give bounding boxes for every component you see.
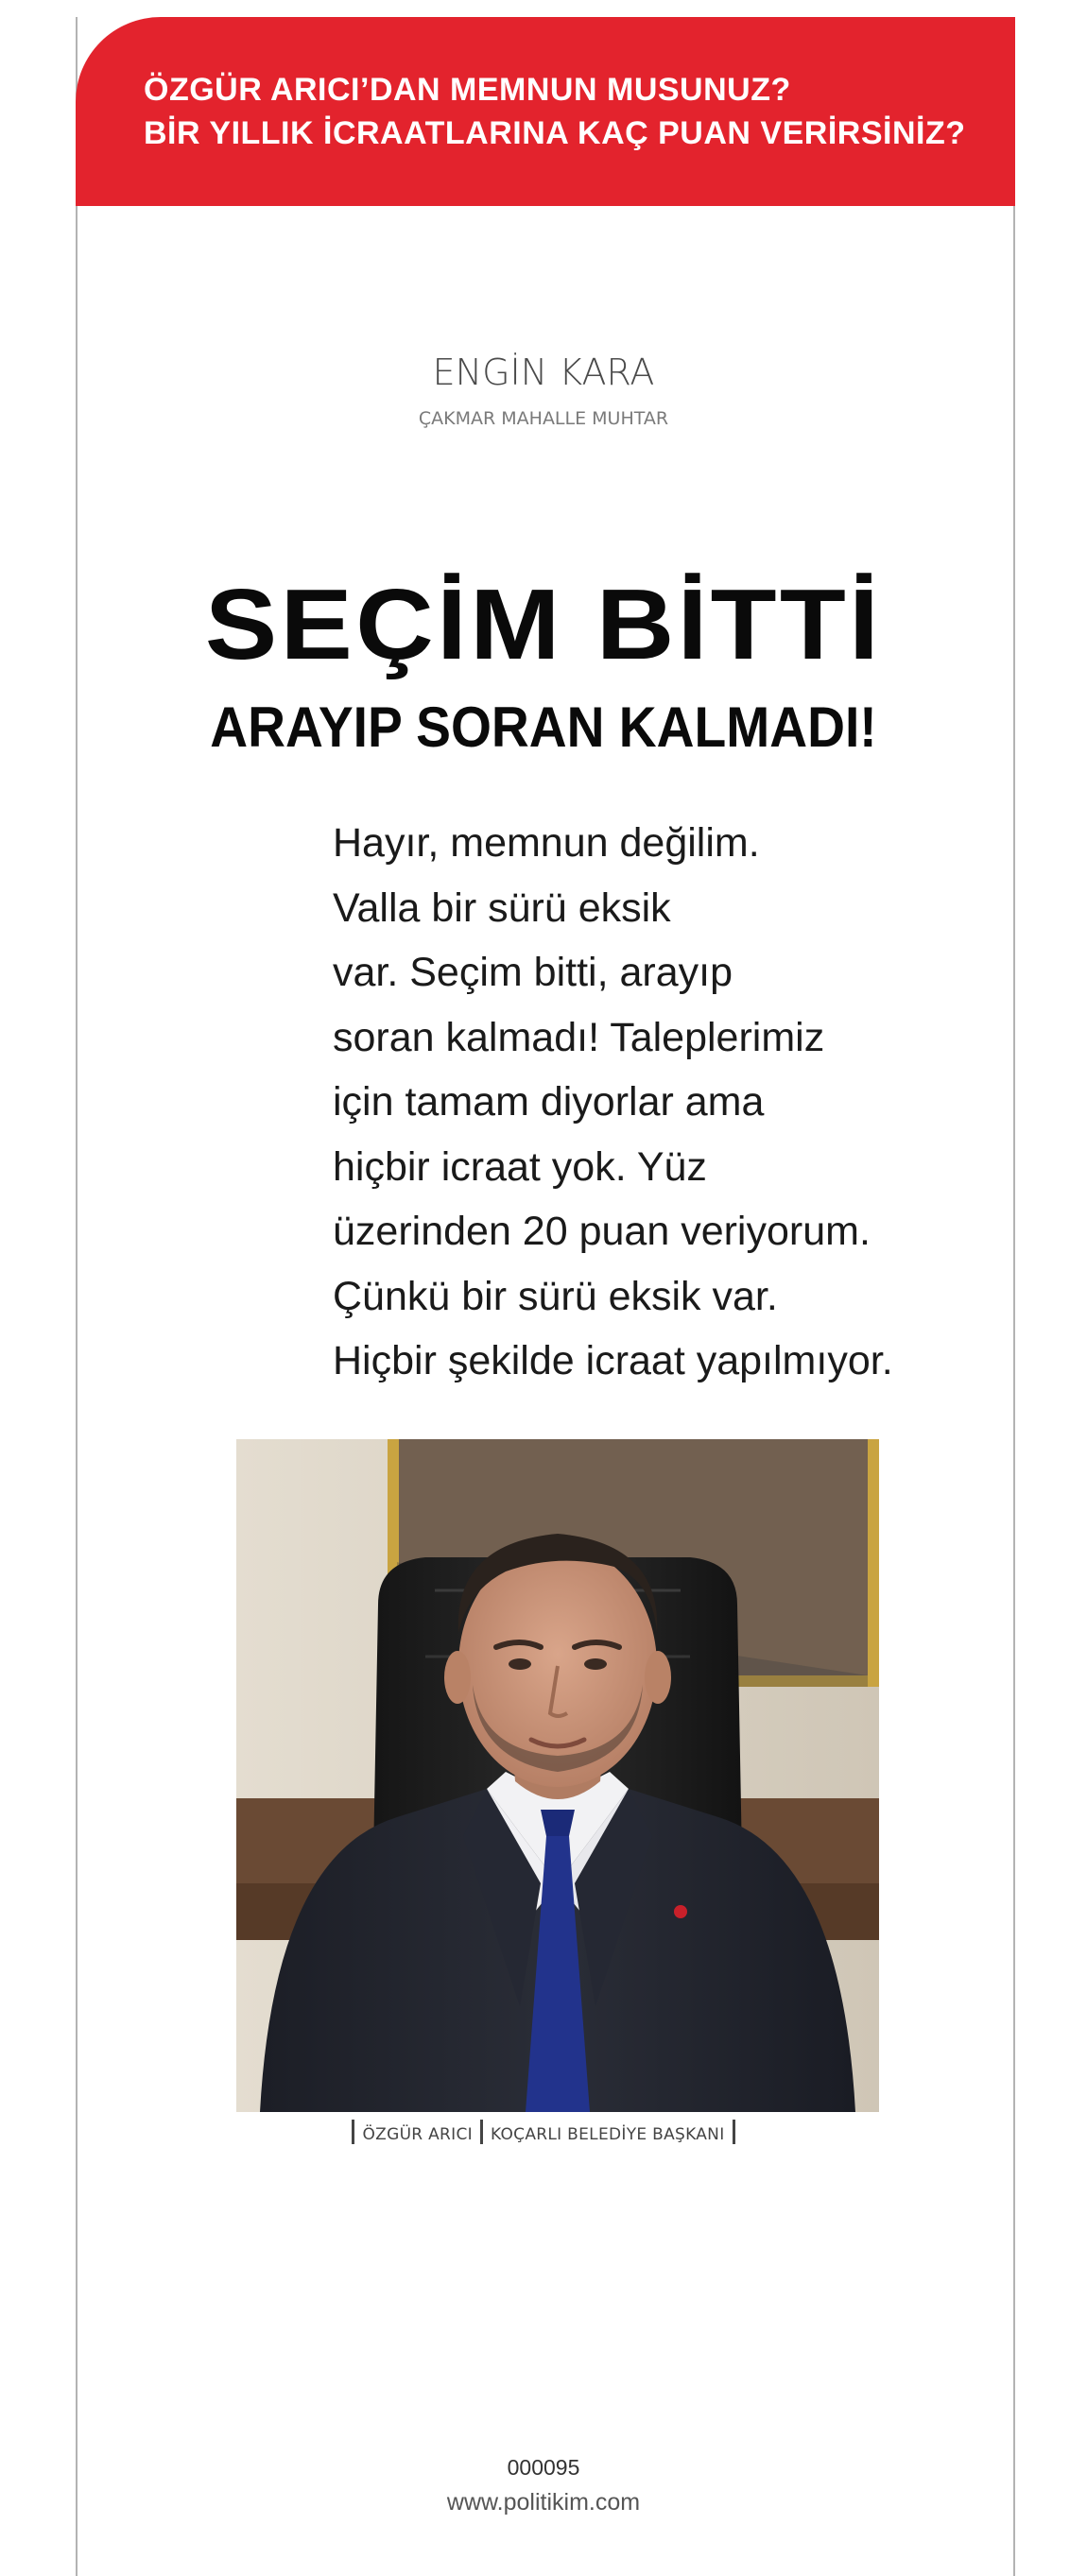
headline: SEÇİM BİTTİ (204, 569, 883, 680)
caption-divider (352, 2120, 354, 2144)
header-question-line-1: ÖZGÜR ARICI’DAN MEMNUN MUSUNUZ? (144, 72, 791, 108)
quote-line: için tamam diyorlar ama (333, 1079, 765, 1125)
quote-text (333, 811, 938, 1394)
author-role: ÇAKMAR MAHALLE MUHTAR (418, 408, 669, 429)
quote-line: Çünkü bir sürü eksik var. (333, 1273, 778, 1319)
mayor-portrait-photo (236, 1439, 879, 2112)
header-question-line-2: BİR YILLIK İCRAATLARINA KAÇ PUAN VERİRSİNİZ? (144, 115, 966, 151)
caption-name: ÖZGÜR ARICI (362, 2125, 473, 2144)
caption-divider (733, 2120, 735, 2144)
quote-line: Hiçbir şekilde icraat yapılmıyor. (333, 1338, 893, 1383)
footer-code: 000095 (507, 2455, 580, 2480)
header-banner (76, 17, 1015, 206)
quote-line: hiçbir icraat yok. Yüz (333, 1143, 707, 1190)
caption-divider (480, 2120, 483, 2144)
quote-line: Valla bir sürü eksik (333, 884, 671, 931)
quote-line: Hayır, memnun değilim. (333, 820, 760, 866)
photo-caption (0, 2122, 1087, 2147)
subheadline: ARAYIP SORAN KALMADI! (210, 696, 877, 759)
footer-website-link[interactable]: www.politikim.com (446, 2489, 641, 2516)
caption-title: KOÇARLI BELEDİYE BAŞKANI (490, 2125, 725, 2144)
quote-line: üzerinden 20 puan veriyorum. (333, 1209, 871, 1254)
quote-line: soran kalmadı! Taleplerimiz (333, 1014, 825, 1060)
quote-line: var. Seçim bitti, arayıp (333, 950, 733, 995)
author-name: ENGİN KARA (432, 352, 655, 393)
